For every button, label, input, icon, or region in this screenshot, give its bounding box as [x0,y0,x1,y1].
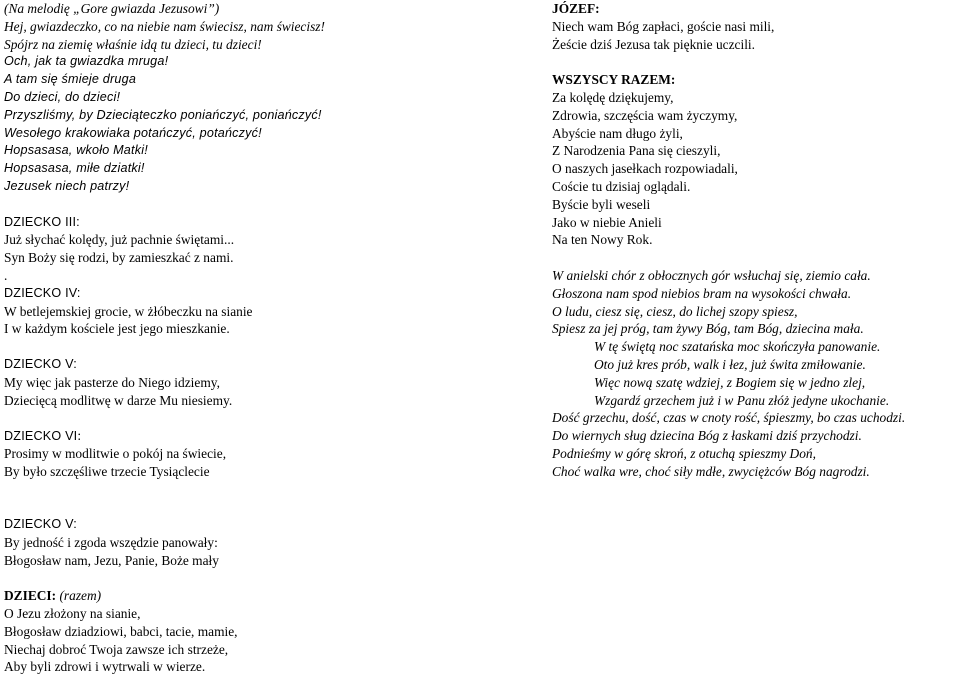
left-column [4,0,474,676]
hymn-line: W anielski chór z obłocznych gór wsłuchaj się, ziemio cała. [552,267,871,283]
song-line: Jezusek niech patrzy! [4,178,130,193]
hymn-line: Choć walka wre, choć siły mdłe, zwyciężców Bóg nagrodzi. [552,463,870,479]
song-line: A tam się śmieje druga [4,72,137,87]
speaker-label: DZIECKO VI [4,429,78,444]
verse-line: Prosimy w modlitwie o pokój na świecie, [4,445,227,461]
hymn-line-indented: W tę świętą noc szatańska moc skończyła panowanie. [594,339,881,355]
speaker-colon: : [77,428,82,444]
verse-line: Byście byli weseli [552,196,651,212]
verse-line: I w każdym kościele jest jego mieszkanie. [4,321,230,337]
hymn-line-indented: Więc nową szatę wdziej, z Bogiem się w jedno zlej, [594,374,866,390]
hymn-line: Podnieśmy w górę skroń, z otuchą spieszmy Doń, [552,445,816,461]
dot-line: . [4,267,8,283]
speaker-label-row [4,587,474,605]
verse-line: Coście tu dzisiaj oglądali. [552,178,691,194]
verse-line: Jako w niebie Anieli [552,214,662,230]
verse-line: Syn Boży się rodzi, by zamieszkać z nami. [4,250,234,266]
speaker-label: WSZYSCY RAZEM: [552,72,676,88]
verse-line: Na ten Nowy Rok. [552,232,653,248]
speaker-note: (razem) [59,588,102,604]
speaker-label: DZIECKO IV: [4,285,81,300]
speaker-label: DZIECKO V: [4,517,77,532]
verse-line: Błogosław dziadziowi, babci, tacie, mamie, [4,623,238,639]
verse-line: Już słychać kolędy, już pachnie świętami... [4,232,235,248]
verse-line: O naszych jasełkach rozpowiadali, [552,161,738,177]
verse-line: Niech wam Bóg zapłaci, goście nasi mili, [552,18,775,34]
verse-line: Błogosław nam, Jezu, Panie, Boże mały [4,552,219,568]
verse-line: Dziecięcą modlitwę w darze Mu niesiemy. [4,392,233,408]
song-verse [4,0,474,196]
hymn-line: Głoszona nam spod niebios bram na wysokości chwała. [552,285,852,301]
song-line: Hopsasasa, miłe dziatki! [4,161,145,176]
verse-line: Żeście dziś Jezusa tak pięknie uczcili. [552,36,756,52]
song-line: Do dzieci, do dzieci! [4,89,121,104]
verse-line: By było szczęśliwe trzecie Tysiąclecie [4,463,210,479]
speaker-label: JÓZEF: [552,1,600,16]
verse-line: O Jezu złożony na sianie, [4,606,141,622]
song-line: Wesołego krakowiaka potańczyć, potańczyć! [4,125,262,140]
verse-line: By jedność i zgoda wszędzie panowały: [4,534,218,550]
hymn-line: Dość grzechu, dość, czas w cnoty rość, śpieszmy, bo czas uchodzi. [552,410,906,426]
song-line: Hopsasasa, wkoło Matki! [4,143,148,158]
verse-line: Niechaj dobroć Twoja zawsze ich strzeże, [4,641,229,657]
song-line: Hej, gwiazdeczko, co na niebie nam świecisz, nam świecisz! [4,18,325,34]
right-column [552,0,957,481]
song-line: Przyszliśmy, by Dzieciąteczko poniańczyć, poniańczyć! [4,107,322,122]
speaker-label: DZIECKO III: [4,214,80,229]
hymn-line-indented: Wzgardź grzechem już i w Panu złóż jedyne ukochanie. [594,392,890,408]
verse-line: Aby byli zdrowi i wytrwali w wierze. [4,659,206,675]
verse-line: Abyście nam długo żyli, [552,125,683,141]
song-line: Och, jak ta gwiazdka mruga! [4,54,169,69]
speaker-label-row [4,427,474,445]
verse-line: W betlejemskiej grocie, w żłóbeczku na sianie [4,303,253,319]
verse-line: Za kolędę dziękujemy, [552,89,674,105]
verse-line: Z Narodzenia Pana się cieszyli, [552,143,721,159]
speaker-label: DZIECKO V: [4,356,77,371]
speaker-label: DZIECI: [4,588,57,604]
hymn-line: Do wiernych sług dziecina Bóg z łaskami dziś przychodzi. [552,428,862,444]
hymn-line: O ludu, ciesz się, ciesz, do lichej szopy spiesz, [552,303,798,319]
hymn-line: Spiesz za jej próg, tam żywy Bóg, tam Bóg, dziecina mała. [552,321,864,337]
verse-line: My więc jak pasterze do Niego idziemy, [4,374,220,390]
song-title: (Na melodię „Gore gwiazda Jezusowi”) [4,1,220,16]
hymn-line-indented: Oto już kres prób, walk i łez, już świta zmiłowanie. [594,356,866,372]
song-line: Spójrz na ziemię właśnie idą tu dzieci, tu dzieci! [4,36,262,52]
verse-line: Zdrowia, szczęścia wam życzymy, [552,107,738,123]
